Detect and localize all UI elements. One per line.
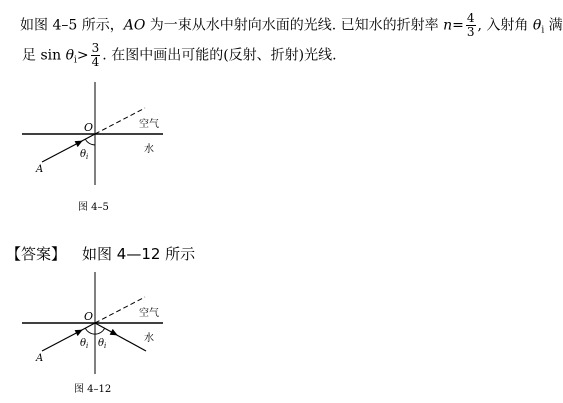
air-label: 空气 bbox=[139, 308, 159, 319]
problem-text: 为一束从水中射向水面的光线. 已知水的折射率 bbox=[145, 17, 444, 34]
problem-text: 满 bbox=[544, 17, 563, 34]
figure-4-12 bbox=[22, 272, 163, 395]
incident-ray-segment bbox=[80, 323, 95, 331]
reflected-ray-segment bbox=[95, 323, 117, 335]
extension-dashed-line bbox=[95, 108, 145, 134]
origin-label: O bbox=[84, 121, 94, 134]
theta-label: $\theta_i$ bbox=[80, 149, 89, 161]
figure-4-5 bbox=[22, 82, 163, 213]
origin-label: O bbox=[84, 310, 94, 323]
problem-text: 足 sin bbox=[22, 47, 66, 64]
equals-sign: = bbox=[452, 17, 464, 34]
problem-text: 如图 4–5 所示， bbox=[20, 17, 124, 34]
extension-dashed-line bbox=[95, 297, 145, 323]
greater-than: > bbox=[76, 47, 89, 64]
incident-ray-segment bbox=[80, 134, 95, 142]
theta-symbol: θ bbox=[532, 17, 542, 34]
theta-label-right: $\theta_i$ bbox=[98, 338, 107, 350]
figure-caption: 图 4–12 bbox=[74, 384, 112, 395]
water-label: 水 bbox=[144, 144, 154, 155]
fraction-numerator: 3 bbox=[91, 41, 100, 55]
theta-symbol: θ bbox=[65, 47, 75, 64]
problem-text: . 在图中画出可能的(反射、折射)光线. bbox=[102, 47, 337, 64]
theta-subscript: i bbox=[541, 25, 545, 36]
n-symbol: n bbox=[443, 17, 453, 34]
incident-ray-segment bbox=[42, 330, 82, 351]
problem-text: , 入射角 bbox=[477, 17, 533, 34]
air-label: 空气 bbox=[139, 119, 159, 130]
point-a-label: A bbox=[36, 353, 44, 364]
fraction-numerator: 4 bbox=[466, 11, 475, 25]
angle-arc bbox=[85, 139, 95, 145]
incident-ray-segment bbox=[42, 141, 82, 162]
ray-label-ao: AO bbox=[123, 17, 146, 34]
fraction-denominator: 3 bbox=[466, 25, 475, 39]
answer-text: 如图 4—12 所示 bbox=[82, 245, 196, 263]
figure-caption: 图 4–5 bbox=[78, 202, 109, 213]
reflected-ray-segment bbox=[115, 334, 146, 351]
answer-tag: 【答案】 bbox=[6, 245, 67, 263]
point-a-label: A bbox=[36, 164, 44, 175]
water-label: 水 bbox=[144, 333, 154, 344]
theta-subscript: i bbox=[74, 55, 77, 66]
theta-label-left: $\theta_i$ bbox=[80, 338, 89, 350]
fraction-denominator: 4 bbox=[91, 55, 100, 69]
